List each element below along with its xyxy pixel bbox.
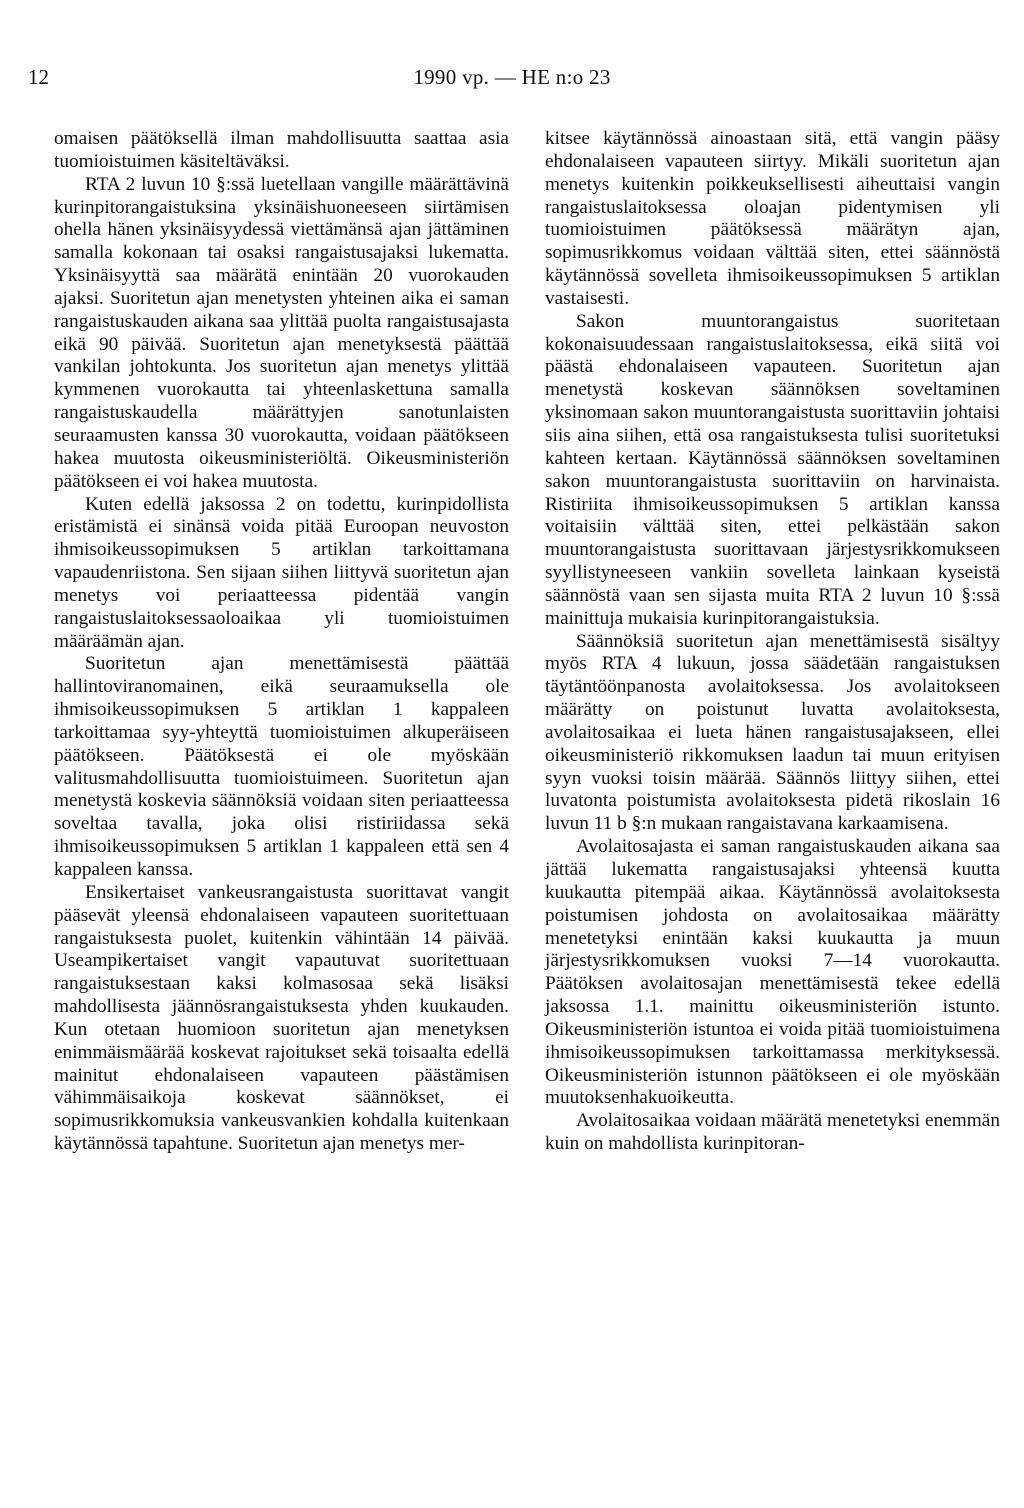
right-column	[545, 128, 1000, 1156]
paragraph: RTA 2 luvun 10 §:ssä luetellaan vangille määrättävinä kurinpitorangaistuksina yksinäishuoneeseen siirtämisen ohella hänen yksinäisyydessä viettämänsä ajan jättäminen samalla kokonaan tai osaksi rangaistusajaksi lukematta. Yksinäisyyttä saa määrätä enintään 20 vuorokauden ajaksi. Suoritetun ajan menetysten yhteinen aika ei saman rangaistuskauden aikana saa ylittää puolta rangaistusajasta eikä 90 päivää. Suoritetun ajan menetyksestä päättää vankilan johtokunta. Jos suoritetun ajan menetys ylittää kymmenen vuorokautta tai yhteenlaskettuna samalla rangaistuskaudella määrättyjen sanotunlaisten seuraamusten kanssa 30 vuorokautta, voidaan päätökseen hakea muutosta oikeusministeriöltä. Oikeusministeriön päätökseen ei voi hakea muutosta.	[54, 173, 509, 492]
paragraph: Avolaitosaikaa voidaan määrätä menetetyksi enemmän kuin on mahdollista kurinpitoran-	[545, 1110, 1000, 1155]
paragraph: omaisen päätöksellä ilman mahdollisuutta saattaa asia tuomioistuimen käsiteltäväksi.	[54, 128, 509, 172]
paragraph: Ensikertaiset vankeusrangaistusta suorittavat vangit pääsevät yleensä ehdonalaiseen vapauteen suoritettuaan rangaistuksesta puolet, kuitenkin vähintään 14 päivää. Useampikertaiset vangit vapautuvat suoritettuaan rangaistuksestaan kaksi kolmasosaa sekä lisäksi mahdollisesta jäännösrangaistuksesta yhden kuukauden. Kun otetaan huomioon suoritetun ajan menetyksen enimmäismäärää koskevat rajoitukset sekä toisaalta edellä mainitut ehdonalaiseen vapauteen päästämisen vähimmäisaikoja koskevat säännökset, ei sopimusrikkomuksia vankeusvankien kohdalla kuitenkaan käytännössä tapahtune. Suoritetun ajan menetys mer-	[54, 881, 509, 1155]
paragraph: Avolaitosajasta ei saman rangaistuskauden aikana saa jättää lukematta rangaistusajaksi yhteensä kuutta kuukautta pitempää aikaa. Käytännössä avolaitoksesta poistumisen johdosta on avolaitosaikaa määrätty menetetyksi enintään kaksi kuukautta ja muun järjestysrikkomuksen vuoksi 7—14 vuorokautta. Päätöksen avolaitosajan menettämisestä tekee edellä jaksossa 1.1. mainittu oikeusministeriön istunto. Oikeusministeriön istuntoa ei voida pitää tuomioistuimena ihmisoikeussopimuksen tarkoittamassa merkityksessä. Oikeusministeriön istunnon päätökseen ei ole myöskään muutoksenhakuoikeutta.	[545, 836, 1000, 1109]
paragraph: Suoritetun ajan menettämisestä päättää hallintoviranomainen, eikä seuraamuksella ole ihmisoikeussopimuksen 5 artiklan 1 kappaleen tarkoittamaa syy-yhteyttä tuomioistuimen alkuperäiseen päätökseen. Päätöksestä ei ole myöskään valitusmahdollisuutta tuomioistuimeen. Suoritetun ajan menetystä koskevia säännöksiä voidaan siten periaatteessa soveltaa tavalla, joka olisi ristiriidassa sekä ihmisoikeussopimuksen 5 artiklan 1 kappaleen että sen 4 kappaleen kanssa.	[54, 653, 509, 880]
text-columns	[54, 128, 1000, 1156]
paragraph: Kuten edellä jaksossa 2 on todettu, kurinpidollista eristämistä ei sinänsä voida pitää Euroopan neuvoston ihmisoikeussopimuksen 5 artiklan tarkoittamana vapaudenriistona. Sen sijaan siihen liittyvä suoritetun ajan menetys voi periaatteessa pidentää vangin rangaistuslaitoksessaoloaikaa yli tuomioistuimen määräämän ajan.	[54, 493, 509, 652]
page-header	[28, 62, 996, 92]
paragraph: Säännöksiä suoritetun ajan menettämisestä sisältyy myös RTA 4 lukuun, jossa säädetään rangaistuksen täytäntöönpanosta avolaitoksessa. Jos avolaitokseen määrätty on poistunut luvatta avolaitoksesta, avolaitosaikaa ei lueta hänen rangaistusajakseen, ellei oikeusministeriö rikkomuksen laadun tai muun erityisen syyn vuoksi toisin määrää. Säännös liittyy siihen, ettei luvatonta poistumista avolaitoksesta pidetä rikoslain 16 luvun 11 b §:n mukaan rangaistavana karkaamisena.	[545, 630, 1000, 835]
paragraph: kitsee käytännössä ainoastaan sitä, että vangin pääsy ehdonalaiseen vapauteen siirtyy. Mikäli suoritetun ajan menetys kuitenkin poikkeuksellisesti aiheuttaisi vangin rangaistuslaitoksessa oloajan pidentymisen yli tuomioistuimen päätöksessä määrätyn ajan, sopimusrikkomus voidaan välttää siten, ettei säännöstä käytännössä sovelleta ihmisoikeussopimuksen 5 artiklan vastaisesti.	[545, 128, 1000, 309]
page-number: 12	[28, 65, 49, 89]
left-column	[54, 128, 509, 1156]
paragraph: Sakon muuntorangaistus suoritetaan kokonaisuudessaan rangaistuslaitoksessa, eikä siitä voi päästä ehdonalaiseen vapauteen. Suoritetun ajan menetystä koskevan säännöksen soveltaminen yksinomaan sakon muuntorangaistusta suorittaviin johtaisi siis aina siihen, että osa rangaistuksesta tulisi suoritetuksi kahteen kertaan. Käytännössä säännöksen soveltaminen sakon muuntorangaistusta suorittaviin on harvinaista. Ristiriita ihmisoikeussopimuksen 5 artiklan kanssa voitaisiin välttää siten, ettei pelkästään sakon muuntorangaistusta suorittavaan järjestysrikkomukseen syyllistyneeseen vankiin sovelleta lainkaan kyseistä säännöstä vaan sen sijasta muita RTA 2 luvun 10 §:ssä mainittuja mukaisia kurinpitorangaistuksia.	[545, 310, 1000, 629]
running-title: 1990 vp. — HE n:o 23	[413, 65, 611, 89]
